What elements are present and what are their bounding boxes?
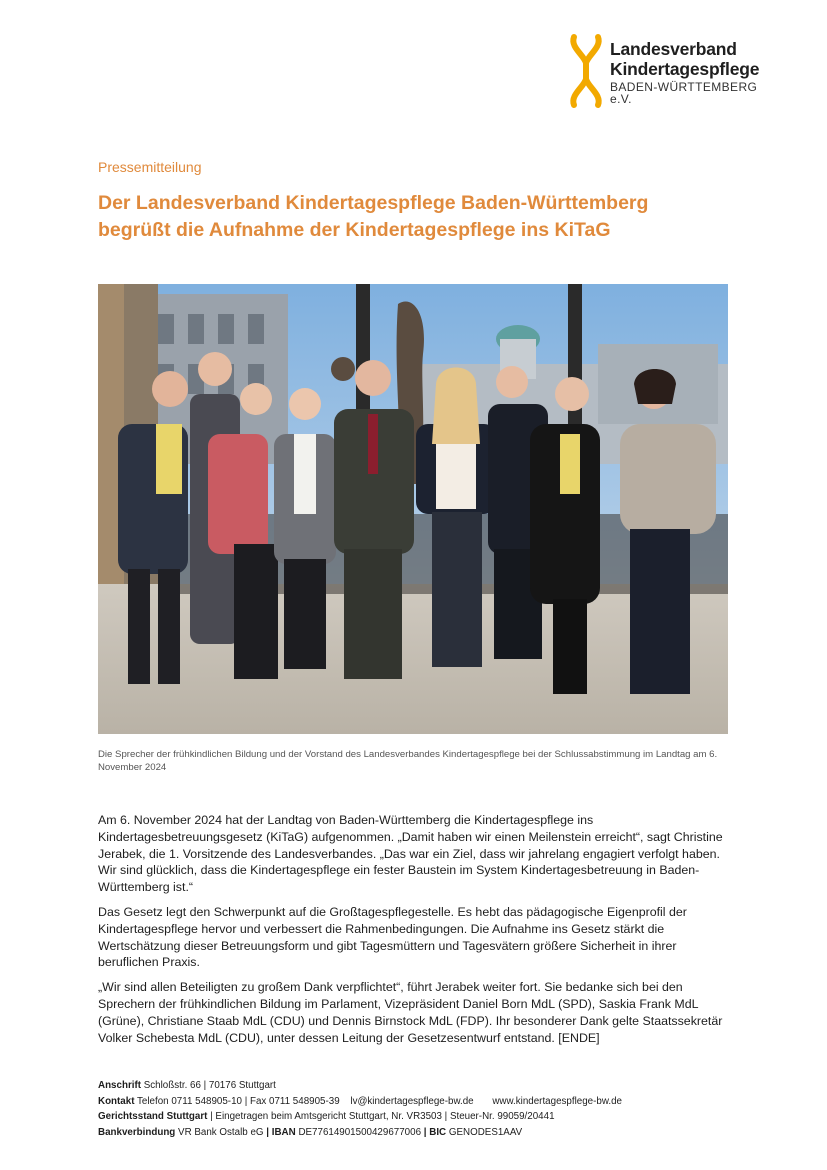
group-photo xyxy=(98,284,728,734)
address-value: Schloßstr. 66 | 70176 Stuttgart xyxy=(143,1080,276,1091)
paragraph-1: Am 6. November 2024 hat der Landtag von Baden-Württemberg die Kindertagespflege ins Kindertagesbetreuungsgesetz (KiTaG) aufgenommen. „Damit haben wir einen Meilenstein erreicht“, sagt Christine Jerabek, die 1. Vorsitzende des Landesverbandes. „Das war ein Ziel, dass wir jahrelang engagiert verfolgt haben. Wir sind glücklich, dass die Kindertagespflege ein fester Baustein im System Kindertagesbetreuung in Baden-Württemberg ist.“ xyxy=(98,813,723,895)
logo-mark-icon xyxy=(566,33,606,109)
bic-value: GENODES1AAV xyxy=(448,1126,523,1138)
court-label: Gerichtsstand Stuttgart xyxy=(98,1111,208,1123)
court-value: | Eingetragen beim Amtsgericht Stuttgart, Nr. VR3503 | Steuer-Nr. 99059/20441 xyxy=(210,1111,555,1123)
iban-value: DE77614901500429677006 xyxy=(298,1126,422,1138)
group-photo-illustration xyxy=(98,284,728,734)
headline-line-1: Der Landesverband Kindertagespflege Baden-Württemberg xyxy=(98,192,649,214)
website-link[interactable]: www.kindertagespflege-bw.de xyxy=(492,1095,622,1107)
contact-label: Kontakt xyxy=(98,1095,135,1107)
footer-bank: Bankverbindung VR Bank Ostalb eG | IBAN DE77614901500429677006 | BIC GENODES1AAV xyxy=(98,1126,523,1138)
bic-label: BIC xyxy=(429,1126,447,1138)
photo-caption: Die Sprecher der frühkindlichen Bildung und der Vorstand des Landesverbandes Kindertagespflege bei der Schlussabstimmung im Landtag am 6. November 2024 xyxy=(98,749,718,773)
page-title xyxy=(98,190,738,244)
logo-line-1: Landesverband xyxy=(610,39,737,59)
paragraph-2: Das Gesetz legt den Schwerpunkt auf die Großtagespflegestelle. Es hebt das pädagogische Eigenprofil der Kindertagespflege hervor und verbessert die Rahmenbedingungen. Die Aufnahme ins Gesetz stärkt die Wertschätzung dieser Betreuungsform und gibt Tagesmüttern und Tagesvätern größere Sicherheit in ihrer beruflichen Praxis. xyxy=(98,904,687,970)
press-release-label: Pressemitteilung xyxy=(98,159,202,175)
footer-court xyxy=(98,1109,738,1125)
article-body xyxy=(98,812,730,1054)
footer-contact xyxy=(98,1094,738,1110)
logo-line-2: Kindertagespflege xyxy=(610,58,760,79)
footer xyxy=(98,1078,738,1140)
address-label: Anschrift xyxy=(98,1080,142,1091)
footer-address xyxy=(98,1078,738,1094)
iban-label: IBAN xyxy=(271,1126,296,1138)
bank-label: Bankverbindung xyxy=(98,1126,176,1138)
bank-value: VR Bank Ostalb eG xyxy=(178,1126,264,1138)
contact-value: Telefon 0711 548905-10 | Fax 0711 548905-39 xyxy=(137,1095,340,1107)
email-link[interactable]: lv@kindertagespflege-bw.de xyxy=(350,1095,474,1107)
logo-line-3: BADEN-WÜRTTEMBERG e.V. xyxy=(610,80,758,106)
headline-line-2: begrüßt die Aufnahme der Kindertagespflege ins KiTaG xyxy=(98,219,611,241)
paragraph-3: „Wir sind allen Beteiligten zu großem Dank verpflichtet“, führt Jerabek weiter fort. Sie bedanke sich bei den Sprechern der frühkindlichen Bildung im Parlament, Vizepräsident Daniel Born MdL (SPD), Saskia Frank MdL (Grüne), Christiane Staab MdL (CDU) und Dennis Birnstock MdL (FDP). Ihr besonderer Dank gelte Staatssekretär Volker Schebesta MdL (CDU), unter dessen Leitung der Gesetzesentwurf entstand. [ENDE] xyxy=(98,980,723,1045)
organization-logo xyxy=(566,33,776,109)
